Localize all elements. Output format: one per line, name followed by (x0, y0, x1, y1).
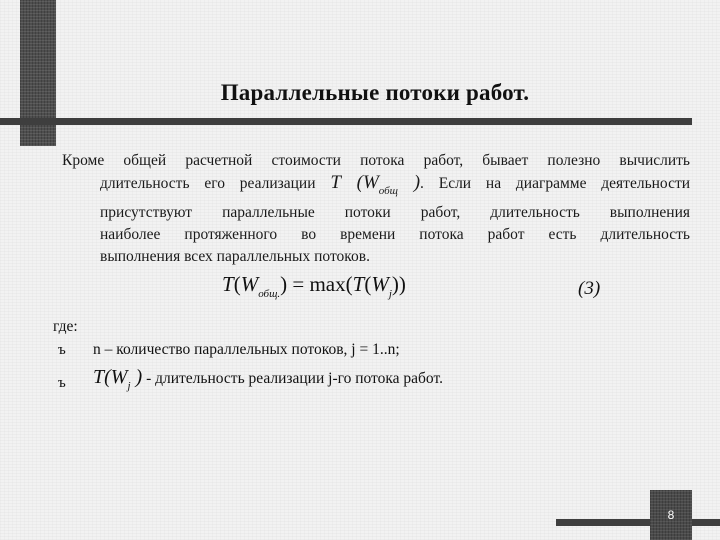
item-text: - длительность реализации j-го потока работ. (146, 370, 443, 387)
paragraph-line-2-start: длительность его реализации (100, 175, 316, 192)
bullet-icon: ъ (58, 375, 66, 391)
item-formula: $T(W_j$ ) (93, 366, 143, 392)
body-paragraph (62, 150, 690, 268)
title-rule (0, 118, 692, 125)
page-number: 8 (650, 490, 692, 540)
bullet-icon: ъ (58, 342, 66, 358)
slide-title: Параллельные потоки работ. (220, 80, 530, 105)
footer-rule (556, 519, 720, 526)
paragraph-line-5: выполнения всех параллельных потоков. (100, 248, 370, 265)
definition-item-n: n – количество параллельных потоков, j = 1..n; (93, 341, 400, 358)
paragraph-line-2-end: . Если на диаграмме деятельности (420, 175, 691, 192)
paragraph-line-3: присутствуют параллельные потоки работ, длительность выполнения (100, 204, 690, 221)
paragraph-line-1: Кроме общей расчетной стоимости потока работ, бывает полезно вычислить (62, 152, 690, 169)
where-label: где: (53, 318, 78, 335)
inline-formula: T ($W_{общ}$ ) (330, 172, 421, 197)
paragraph-line-4: наиболее протяженного во времени потока работ есть длительность (100, 226, 690, 243)
main-formula: $T(W_{общ.}) = \max(T(W_j))$ (222, 272, 406, 300)
equation-number: (3) (578, 278, 601, 299)
definition-item-twj (93, 366, 443, 392)
paragraph-line-2 (62, 172, 690, 202)
